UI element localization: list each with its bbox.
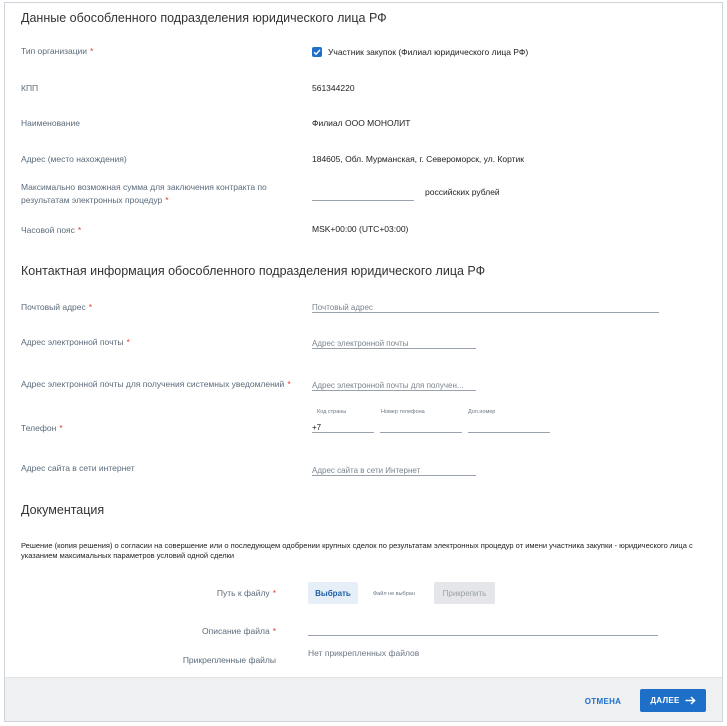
address-value: 184605, Обл. Мурманская, г. Североморск, ул. Кортик — [312, 154, 524, 164]
postal-input[interactable] — [312, 301, 659, 315]
website-field[interactable] — [312, 460, 476, 476]
name-value: Филиал ООО МОНОЛИТ — [312, 118, 411, 128]
phone-ext-label: Доп.номер — [468, 409, 496, 415]
postal-label: Почтовый адрес * — [21, 302, 93, 312]
required-mark: * — [126, 337, 130, 347]
attach-file-button[interactable]: Прикрепить — [434, 582, 495, 604]
org-type-checkbox[interactable] — [312, 47, 322, 57]
phone-ext-field[interactable] — [468, 417, 550, 433]
section-title-branch-data: Данные обособленного подразделения юридического лица РФ — [21, 11, 387, 25]
website-input[interactable] — [312, 464, 476, 478]
phone-ext-input[interactable] — [468, 421, 550, 435]
no-file-text: Файл не выбран — [373, 591, 415, 597]
choose-file-button[interactable]: Выбрать — [308, 582, 358, 604]
name-label: Наименование — [21, 118, 80, 128]
file-desc-label: Описание файла * — [202, 626, 276, 636]
file-desc-input[interactable] — [308, 624, 658, 638]
phone-number-label: Номер телефона — [381, 409, 425, 415]
max-sum-label: Максимально возможная сумма для заключения контракта по результатам электронных процедур * — [21, 182, 267, 205]
form-panel — [4, 2, 723, 722]
required-mark: * — [272, 588, 276, 598]
kpp-label: КПП — [21, 83, 39, 93]
postal-field[interactable] — [312, 297, 659, 313]
file-path-label: Путь к файлу * — [216, 588, 276, 598]
required-mark: * — [77, 225, 82, 235]
max-sum-field[interactable] — [312, 185, 414, 201]
section-title-documentation: Документация — [21, 503, 105, 517]
required-mark: * — [165, 195, 169, 205]
next-button-label: ДАЛЕЕ — [650, 696, 680, 705]
footer-bar — [5, 677, 722, 721]
notify-email-field[interactable] — [312, 375, 476, 391]
email-label: Адрес электронной почты * — [21, 337, 130, 347]
section-title-contact-info: Контактная информация обособленного подразделения юридического лица РФ — [21, 264, 486, 278]
attached-files-value: Нет прикрепленных файлов — [308, 648, 420, 658]
required-mark: * — [90, 46, 94, 56]
required-mark: * — [59, 423, 63, 433]
phone-country-input[interactable] — [312, 421, 374, 435]
required-mark: * — [287, 379, 291, 389]
org-type-label: Тип организации * — [21, 46, 94, 56]
email-input[interactable] — [312, 337, 476, 351]
kpp-value: 561344220 — [312, 83, 355, 93]
max-sum-unit: российских рублей — [425, 187, 500, 197]
required-mark: * — [88, 302, 93, 312]
document-description: Решение (копия решения) о согласии на совершение или о последующем одобрении крупных сделок по результатам электронных процедур от имени участника закупки - юридического лица с указанием максимальных параметров условий одной сделки — [21, 541, 693, 560]
org-type-value: Участник закупок (Филиал юридического лица РФ) — [328, 47, 529, 57]
cancel-button[interactable]: ОТМЕНА — [578, 690, 628, 712]
timezone-value: MSK+00:00 (UTC+03:00) — [312, 224, 409, 234]
file-desc-field[interactable] — [308, 620, 658, 636]
address-label: Адрес (место нахождения) — [21, 154, 127, 164]
required-mark: * — [272, 626, 276, 636]
phone-number-input[interactable] — [380, 421, 462, 435]
notify-email-label: Адрес электронной почты для получения системных уведомлений * — [21, 379, 291, 389]
phone-country-field[interactable] — [312, 417, 374, 433]
arrow-right-icon — [685, 696, 696, 705]
timezone-label: Часовой пояс * — [21, 225, 82, 235]
email-field[interactable] — [312, 333, 476, 349]
website-label: Адрес сайта в сети интернет — [21, 463, 135, 473]
notify-email-input[interactable] — [312, 379, 476, 393]
phone-country-label: Код страны — [317, 409, 347, 415]
check-icon — [313, 48, 321, 56]
phone-label: Телефон * — [21, 423, 63, 433]
attached-files-label: Прикрепленные файлы — [182, 655, 276, 665]
max-sum-input[interactable] — [312, 189, 414, 203]
next-button[interactable] — [640, 689, 706, 712]
phone-number-field[interactable] — [380, 417, 462, 433]
